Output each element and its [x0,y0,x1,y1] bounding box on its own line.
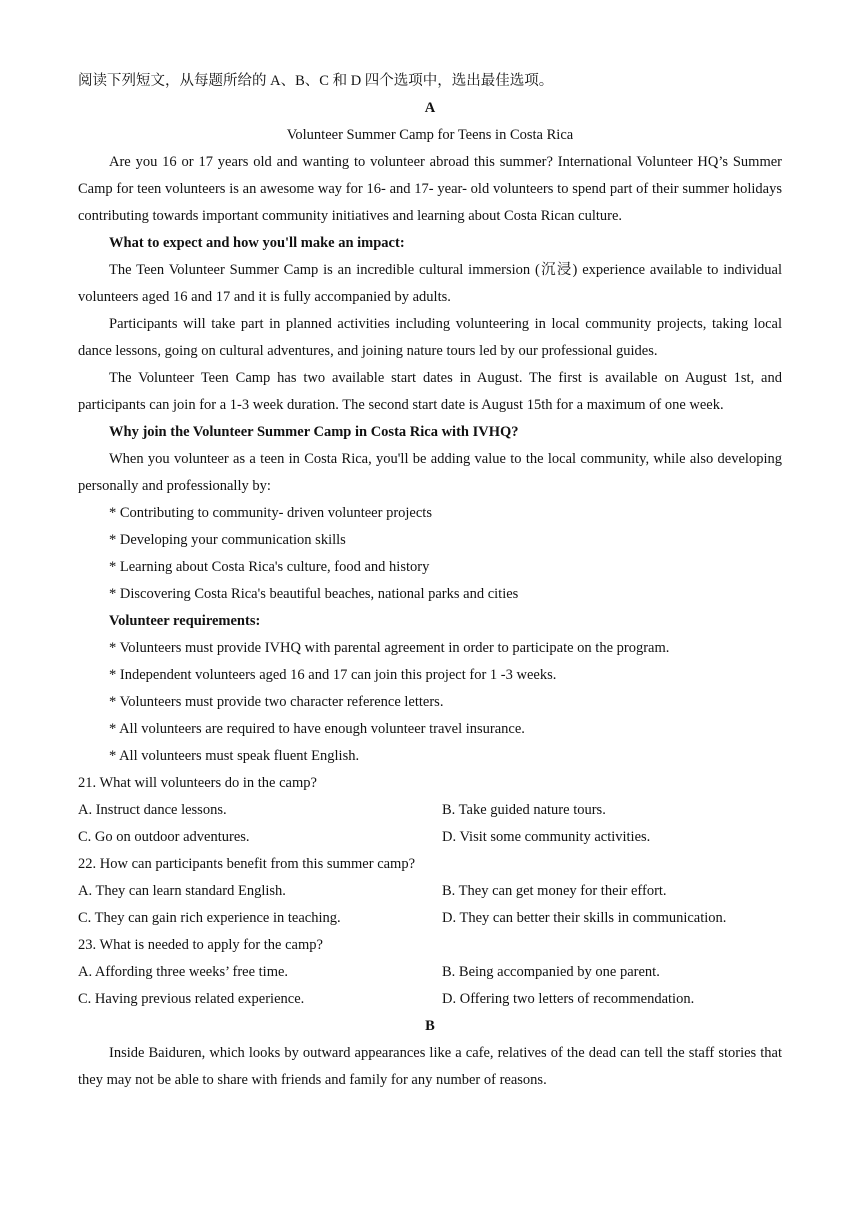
option-c: C. They can gain rich experience in teaching. [78,910,341,926]
options-row [78,959,782,986]
passage-b-label: B [425,1018,435,1034]
option-d: D. Offering two letters of recommendation. [442,991,695,1007]
options-row [78,878,782,905]
question-22 [78,851,782,932]
option-a: A. Instruct dance lessons. [78,802,227,818]
list-item: * Volunteers must provide two character reference letters. [109,694,444,710]
list-item: * Discovering Costa Rica's beautiful beaches, national parks and cities [109,586,519,602]
list-item: * All volunteers are required to have enough volunteer travel insurance. [109,721,525,737]
question-stem: 23. What is needed to apply for the camp? [78,937,323,953]
requirements-list [78,635,782,770]
section-heading-requirements: Volunteer requirements: [109,613,261,629]
option-a: A. Affording three weeks’ free time. [78,964,289,980]
passage-a-label: A [424,100,436,116]
passage-a-paragraph: Participants will take part in planned activities including volunteering in local community projects, taking local dance lessons, going on cultural adventures, and joining nature tours led by our professional guides. [78,316,782,359]
option-b: B. Being accompanied by one parent. [442,964,660,980]
option-b: B. Take guided nature tours. [442,802,606,818]
option-d: D. They can better their skills in communication. [442,910,727,926]
question-stem: 21. What will volunteers do in the camp? [78,775,317,791]
passage-b-paragraph: Inside Baiduren, which looks by outward appearances like a cafe, relatives of the dead can tell the staff stories that they may not be able to share with friends and family for any number of reasons. [78,1045,782,1088]
passage-a-intro: Are you 16 or 17 years old and wanting to volunteer abroad this summer? International Volunteer HQ’s Summer Camp for teen volunteers is an awesome way for 16- and 17- year- old volunteers to spend part of their summer holidays contributing towards important community initiatives and learning about Costa Rican culture. [78,154,782,224]
options-row [78,986,782,1013]
question-stem: 22. How can participants benefit from this summer camp? [78,856,416,872]
options-row [78,905,782,932]
section-heading-expect: What to expect and how you'll make an impact: [109,235,405,251]
list-item: * Independent volunteers aged 16 and 17 can join this project for 1 -3 weeks. [109,667,557,683]
passage-a-paragraph: The Volunteer Teen Camp has two available start dates in August. The first is available on August 1st, and participants can join for a 1-3 week duration. The second start date is August 15th for a maximum of one week. [78,370,782,413]
passage-a-paragraph: When you volunteer as a teen in Costa Rica, you'll be adding value to the local community, while also developing personally and professionally by: [78,451,782,494]
option-b: B. They can get money for their effort. [442,883,667,899]
benefits-list [78,500,782,608]
question-21 [78,770,782,851]
options-row [78,797,782,824]
list-item: * Learning about Costa Rica's culture, food and history [109,559,430,575]
option-a: A. They can learn standard English. [78,883,286,899]
list-item: * Volunteers must provide IVHQ with parental agreement in order to participate on the program. [109,640,670,656]
option-d: D. Visit some community activities. [442,829,651,845]
question-23 [78,932,782,1013]
passage-a-paragraph: The Teen Volunteer Summer Camp is an incredible cultural immersion (沉浸) experience available to individual volunteers aged 16 and 17 and it is fully accompanied by adults. [78,262,782,305]
passage-a-title: Volunteer Summer Camp for Teens in Costa Rica [286,127,574,143]
option-c: C. Having previous related experience. [78,991,305,1007]
list-item: * Developing your communication skills [109,532,346,548]
option-c: C. Go on outdoor adventures. [78,829,250,845]
instruction-text: 阅读下列短文，从每题所给的 A、B、C 和 D 四个选项中，选出最佳选项。 [78,73,554,89]
section-heading-why-join: Why join the Volunteer Summer Camp in Costa Rica with IVHQ? [109,424,519,440]
list-item: * Contributing to community- driven volunteer projects [109,505,432,521]
options-row [78,824,782,851]
list-item: * All volunteers must speak fluent English. [109,748,360,764]
